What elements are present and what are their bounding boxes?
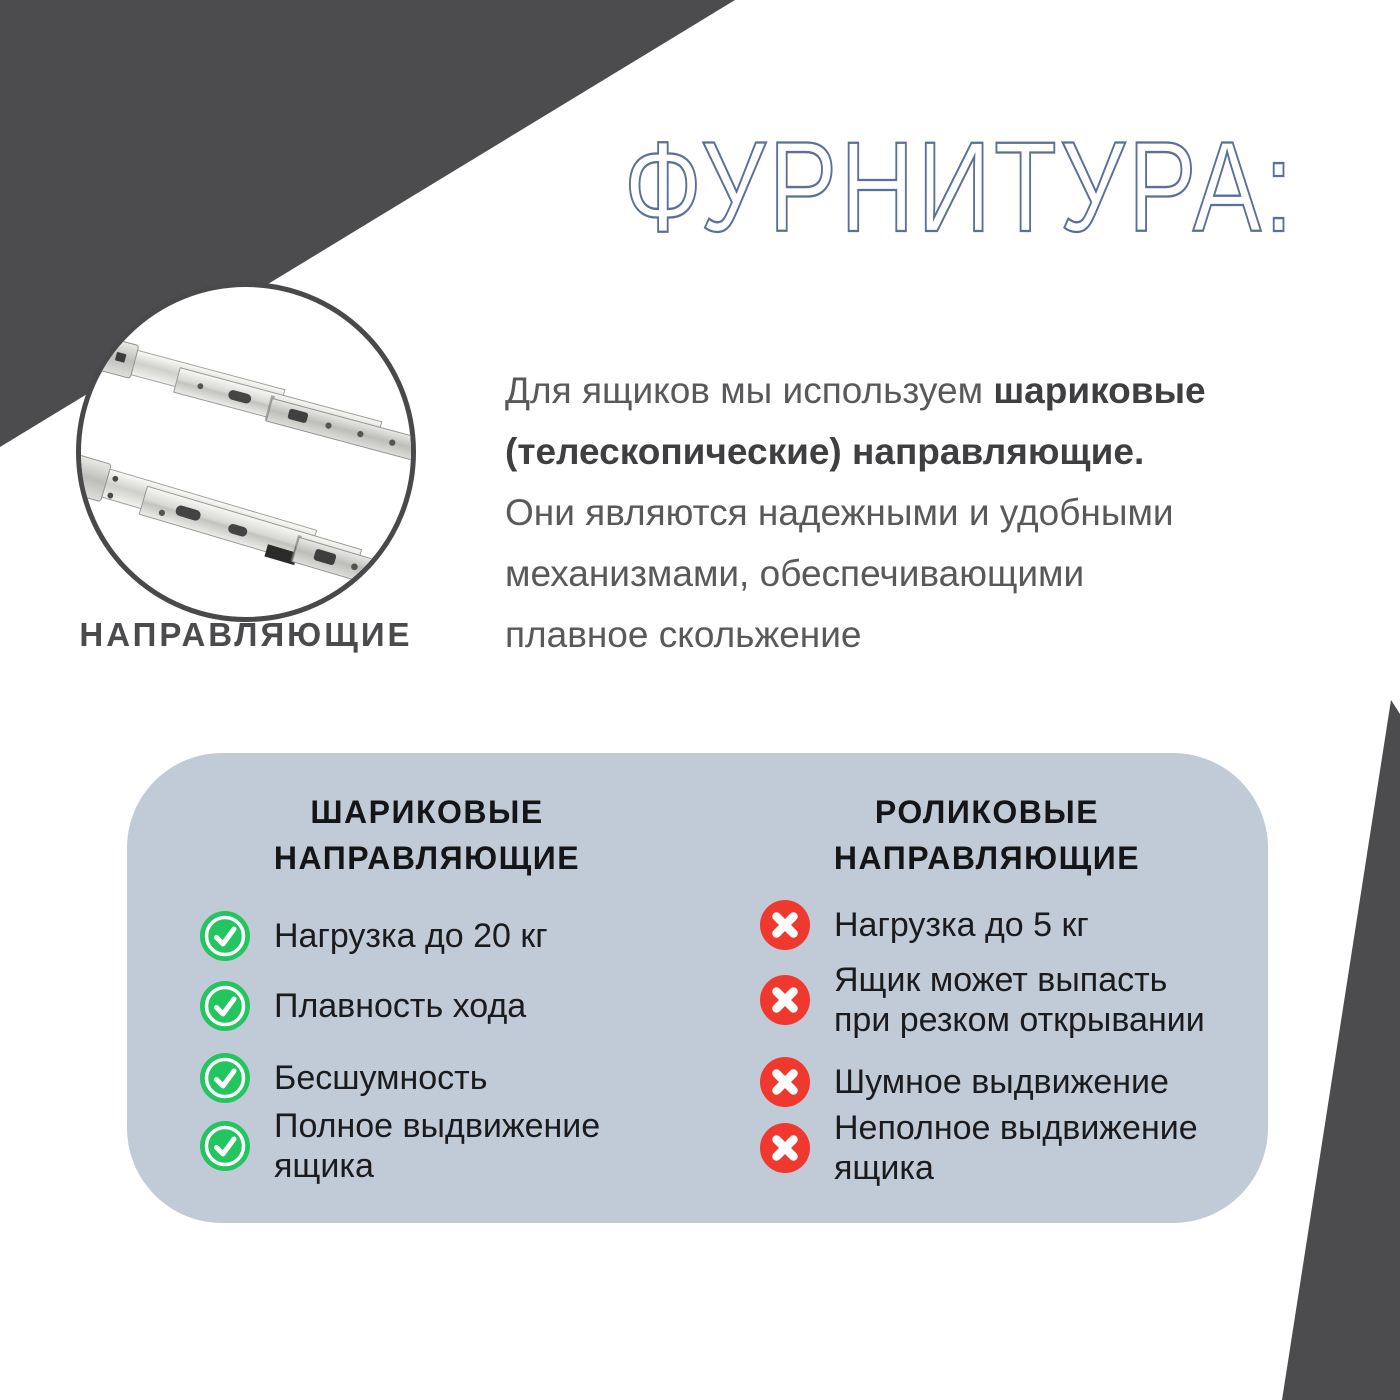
check-icon bbox=[200, 981, 250, 1031]
list-item: Бесшумность bbox=[200, 1053, 487, 1103]
photo-caption: НАПРАВЛЯЮЩИЕ bbox=[79, 616, 413, 653]
ball-slides-header: ШАРИКОВЫЕ НАПРАВЛЯЮЩИЕ bbox=[273, 794, 581, 876]
list-item: Неполное выдвижение ящика bbox=[760, 1108, 1198, 1188]
intro-line-4: механизмами, обеспечивающими bbox=[505, 553, 1085, 594]
list-item: Плавность хода bbox=[200, 981, 526, 1031]
intro-line-1: Для ящиков мы используем шариковые bbox=[505, 370, 1206, 411]
list-item: Ящик может выпасть при резком открывании bbox=[760, 960, 1205, 1040]
intro-line-2: (телескопические) направляющие. bbox=[505, 431, 1145, 472]
slides-photo bbox=[76, 282, 416, 622]
comparison-panel bbox=[127, 753, 1268, 1223]
intro-paragraph bbox=[505, 360, 1285, 665]
slide-top bbox=[81, 322, 411, 472]
cross-icon bbox=[760, 975, 810, 1025]
roller-slides-header: РОЛИКОВЫЕ НАПРАВЛЯЮЩИЕ bbox=[833, 794, 1141, 876]
list-item: Нагрузка до 20 кг bbox=[200, 911, 548, 961]
check-icon bbox=[200, 911, 250, 961]
cross-icon bbox=[760, 1057, 810, 1107]
bottom-right-corner-shape bbox=[1282, 700, 1400, 1400]
cross-icon bbox=[760, 900, 810, 950]
check-icon bbox=[200, 1121, 250, 1171]
cross-icon bbox=[760, 1123, 810, 1173]
list-item: Нагрузка до 5 кг bbox=[760, 900, 1089, 950]
list-item: Полное выдвижение ящика bbox=[200, 1106, 600, 1186]
list-item: Шумное выдвижение bbox=[760, 1057, 1169, 1107]
intro-line-5: плавное скольжение bbox=[505, 614, 862, 655]
drawer-slides-illustration bbox=[81, 287, 411, 617]
check-icon bbox=[200, 1053, 250, 1103]
intro-line-3: Они являются надежными и удобными bbox=[505, 492, 1174, 533]
page-title: ФУРНИТУРА: bbox=[624, 116, 1296, 259]
